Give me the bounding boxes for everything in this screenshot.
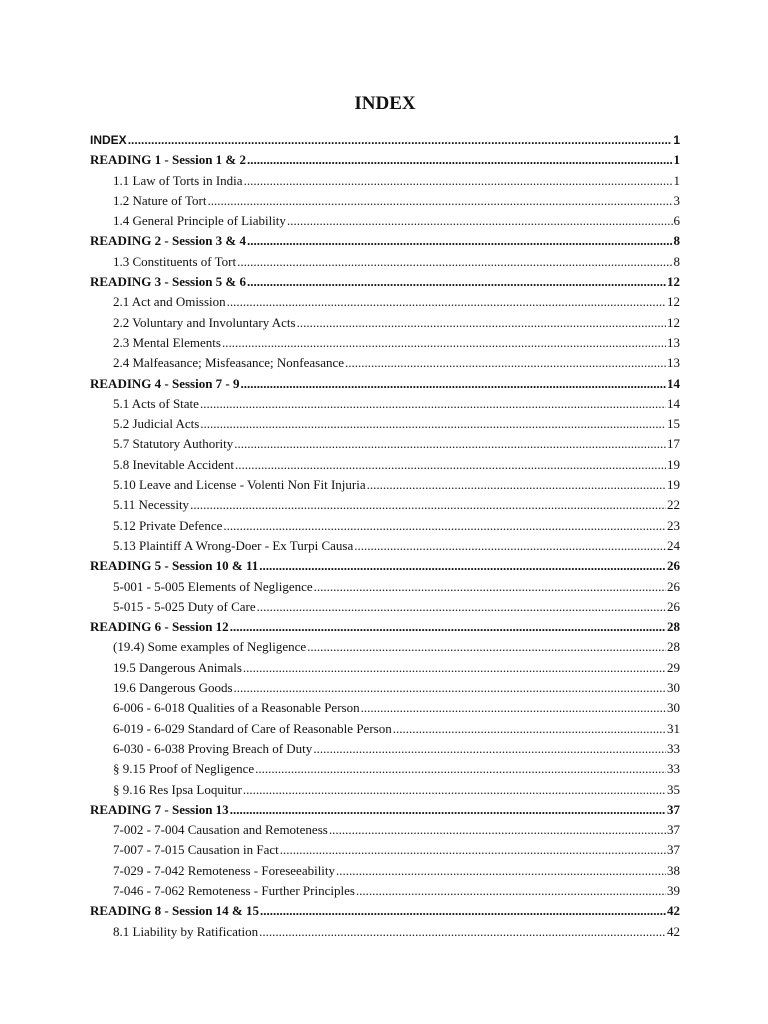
dot-leader (356, 881, 666, 901)
toc-subsection-entry[interactable] (90, 678, 680, 698)
toc-subsection-entry[interactable] (90, 637, 680, 657)
dot-leader (128, 130, 673, 150)
dot-leader (247, 272, 666, 292)
toc-subsection-entry[interactable] (90, 820, 680, 840)
toc-subsection-entry[interactable] (90, 698, 680, 718)
toc-entry-page-number: 8 (673, 253, 680, 269)
toc-entry-label: READING 6 - Session 12 (90, 619, 229, 635)
toc-entry-page-number: 39 (667, 882, 680, 898)
toc-entry-label: 2.3 Mental Elements (113, 334, 221, 350)
toc-entry-page-number: 19 (667, 477, 680, 493)
toc-entry-page-number: 33 (667, 761, 680, 777)
toc-subsection-entry[interactable] (90, 495, 680, 515)
dot-leader (241, 374, 666, 394)
toc-entry-page-number: 22 (667, 497, 680, 513)
toc-entry-page-number: 42 (667, 903, 680, 919)
toc-subsection-entry[interactable] (90, 434, 680, 454)
toc-entry-label: READING 2 - Session 3 & 4 (90, 233, 247, 249)
dot-leader (255, 759, 666, 779)
toc-entry-label: 2.4 Malfeasance; Misfeasance; Nonfeasance (113, 355, 344, 371)
dot-leader (329, 820, 666, 840)
dot-leader (307, 637, 666, 657)
toc-entry-label: 7-007 - 7-015 Causation in Fact (113, 842, 279, 858)
toc-entry-label: 2.2 Voluntary and Involuntary Acts (113, 314, 296, 330)
dot-leader (234, 434, 666, 454)
toc-subsection-entry[interactable] (90, 658, 680, 678)
toc-entry-label: 7-029 - 7-042 Remoteness - Foreseeability (113, 862, 336, 878)
toc-entry-page-number: 30 (667, 680, 680, 696)
toc-entry-page-number: 13 (667, 355, 680, 371)
toc-subsection-entry[interactable] (90, 394, 680, 414)
toc-entry-label: 7-046 - 7-062 Remoteness - Further Principles (113, 882, 355, 898)
dot-leader (393, 719, 666, 739)
toc-entry-label: § 9.16 Res Ipsa Loquitur (113, 781, 242, 797)
toc-entry-label: 5.7 Statutory Authority (113, 436, 234, 452)
index-page (90, 92, 680, 942)
toc-entry-label: 6-030 - 6-038 Proving Breach of Duty (113, 740, 313, 756)
dot-leader (259, 556, 666, 576)
toc-subsection-entry[interactable] (90, 414, 680, 434)
toc-section-entry[interactable] (90, 617, 680, 637)
dot-leader (243, 658, 666, 678)
toc-entry-label: 8.1 Liability by Ratification (113, 923, 259, 939)
toc-entry-label: 1.3 Constituents of Tort (113, 253, 237, 269)
toc-subsection-entry[interactable] (90, 739, 680, 759)
toc-entry-page-number: 1 (673, 133, 680, 147)
toc-entry-page-number: 28 (667, 619, 680, 635)
toc-subsection-entry[interactable] (90, 292, 680, 312)
dot-leader (200, 394, 666, 414)
toc-subsection-entry[interactable] (90, 536, 680, 556)
dot-leader (235, 455, 666, 475)
toc-entry-label: 1.4 General Principle of Liability (113, 213, 286, 229)
toc-entry-page-number: 26 (667, 578, 680, 594)
toc-entry-label: 19.5 Dangerous Animals (113, 659, 242, 675)
toc-entry-page-number: 15 (667, 416, 680, 432)
toc-entry-label: READING 3 - Session 5 & 6 (90, 274, 247, 290)
toc-subsection-entry[interactable] (90, 313, 680, 333)
toc-entry-label: 5.2 Judicial Acts (113, 416, 200, 432)
toc-entry-page-number: 3 (673, 192, 680, 208)
dot-leader (361, 698, 666, 718)
toc-entry-page-number: 37 (667, 822, 680, 838)
toc-subsection-entry[interactable] (90, 333, 680, 353)
toc-entry-page-number: 14 (667, 395, 680, 411)
toc-entry-label: READING 5 - Session 10 & 11 (90, 558, 259, 574)
toc-entry-page-number: 26 (667, 598, 680, 614)
dot-leader (257, 597, 666, 617)
toc-entry-page-number: 17 (667, 436, 680, 452)
toc-entry-page-number: 13 (667, 334, 680, 350)
toc-entry-page-number: 12 (667, 274, 680, 290)
toc-section-entry[interactable] (90, 130, 680, 150)
toc-subsection-entry[interactable] (90, 516, 680, 536)
toc-entry-page-number: 14 (667, 375, 680, 391)
dot-leader (247, 150, 672, 170)
dot-leader (336, 861, 666, 881)
toc-entry-label: 5-015 - 5-025 Duty of Care (113, 598, 256, 614)
dot-leader (244, 171, 673, 191)
toc-subsection-entry[interactable] (90, 759, 680, 779)
toc-subsection-entry[interactable] (90, 475, 680, 495)
dot-leader (230, 617, 666, 637)
toc-subsection-entry[interactable] (90, 840, 680, 860)
toc-entry-page-number: 35 (667, 781, 680, 797)
dot-leader (190, 495, 666, 515)
toc-subsection-entry[interactable] (90, 252, 680, 272)
page-title: INDEX (354, 93, 416, 114)
toc-section-entry[interactable] (90, 150, 680, 170)
toc-subsection-entry[interactable] (90, 577, 680, 597)
dot-leader (345, 353, 666, 373)
toc-entry-label: 5-001 - 5-005 Elements of Negligence (113, 578, 313, 594)
toc-entry-label: 5.8 Inevitable Accident (113, 456, 234, 472)
table-of-contents (90, 130, 680, 942)
toc-subsection-entry[interactable] (90, 597, 680, 617)
toc-entry-page-number: 6 (673, 213, 680, 229)
toc-entry-page-number: 37 (667, 842, 680, 858)
dot-leader (222, 333, 666, 353)
toc-entry-page-number: 1 (673, 172, 680, 188)
toc-entry-label: (19.4) Some examples of Negligence (113, 639, 307, 655)
toc-entry-label: 1.2 Nature of Tort (113, 192, 207, 208)
toc-entry-label: READING 4 - Session 7 - 9 (90, 375, 240, 391)
toc-entry-label: 19.6 Dangerous Goods (113, 680, 233, 696)
toc-entry-label: READING 7 - Session 13 (90, 801, 229, 817)
dot-leader (354, 536, 666, 556)
toc-subsection-entry[interactable] (90, 861, 680, 881)
toc-entry-page-number: 33 (667, 740, 680, 756)
toc-entry-page-number: 28 (667, 639, 680, 655)
dot-leader (234, 678, 666, 698)
toc-entry-label: 2.1 Act and Omission (113, 294, 226, 310)
dot-leader (247, 231, 672, 251)
dot-leader (297, 313, 666, 333)
toc-subsection-entry[interactable] (90, 171, 680, 191)
toc-entry-page-number: 31 (667, 720, 680, 736)
toc-entry-label: 5.13 Plaintiff A Wrong-Doer - Ex Turpi Causa (113, 537, 354, 553)
toc-entry-label: 5.11 Necessity (113, 497, 190, 513)
dot-leader (260, 901, 666, 921)
dot-leader (314, 577, 666, 597)
toc-entry-label: READING 1 - Session 1 & 2 (90, 152, 247, 168)
toc-entry-page-number: 29 (667, 659, 680, 675)
toc-entry-page-number: 19 (667, 456, 680, 472)
toc-section-entry[interactable] (90, 272, 680, 292)
toc-entry-label: 6-019 - 6-029 Standard of Care of Reasonable Person (113, 720, 392, 736)
dot-leader (227, 292, 666, 312)
dot-leader (223, 516, 666, 536)
toc-entry-page-number: 23 (667, 517, 680, 533)
toc-subsection-entry[interactable] (90, 211, 680, 231)
dot-leader (313, 739, 666, 759)
toc-entry-page-number: 30 (667, 700, 680, 716)
toc-subsection-entry[interactable] (90, 881, 680, 901)
toc-entry-label: 5.10 Leave and License - Volenti Non Fit Injuria (113, 477, 366, 493)
toc-entry-page-number: 12 (667, 294, 680, 310)
toc-entry-label: 7-002 - 7-004 Causation and Remoteness (113, 822, 328, 838)
dot-leader (230, 800, 666, 820)
dot-leader (237, 252, 672, 272)
toc-section-entry[interactable] (90, 556, 680, 576)
toc-subsection-entry[interactable] (90, 455, 680, 475)
dot-leader (200, 414, 666, 434)
toc-entry-page-number: 38 (667, 862, 680, 878)
toc-subsection-entry[interactable] (90, 719, 680, 739)
toc-entry-label: § 9.15 Proof of Negligence (113, 761, 255, 777)
toc-section-entry[interactable] (90, 374, 680, 394)
toc-entry-label: 1.1 Law of Torts in India (113, 172, 243, 188)
dot-leader (280, 840, 666, 860)
toc-entry-label: INDEX (90, 133, 127, 147)
toc-entry-page-number: 24 (667, 537, 680, 553)
toc-subsection-entry[interactable] (90, 780, 680, 800)
toc-section-entry[interactable] (90, 901, 680, 921)
toc-subsection-entry[interactable] (90, 191, 680, 211)
toc-subsection-entry[interactable] (90, 353, 680, 373)
dot-leader (207, 191, 672, 211)
toc-entry-page-number: 42 (667, 923, 680, 939)
toc-entry-label: 5.1 Acts of State (113, 395, 199, 411)
dot-leader (367, 475, 666, 495)
toc-section-entry[interactable] (90, 231, 680, 251)
toc-entry-label: 6-006 - 6-018 Qualities of a Reasonable Person (113, 700, 360, 716)
toc-subsection-entry[interactable] (90, 922, 680, 942)
toc-entry-label: 5.12 Private Defence (113, 517, 223, 533)
toc-entry-page-number: 12 (667, 314, 680, 330)
dot-leader (287, 211, 673, 231)
toc-entry-label: READING 8 - Session 14 & 15 (90, 903, 260, 919)
dot-leader (259, 922, 666, 942)
toc-entry-page-number: 8 (673, 233, 680, 249)
toc-entry-page-number: 26 (667, 558, 680, 574)
toc-entry-page-number: 1 (673, 152, 680, 168)
dot-leader (243, 780, 666, 800)
toc-entry-page-number: 37 (667, 801, 680, 817)
toc-section-entry[interactable] (90, 800, 680, 820)
